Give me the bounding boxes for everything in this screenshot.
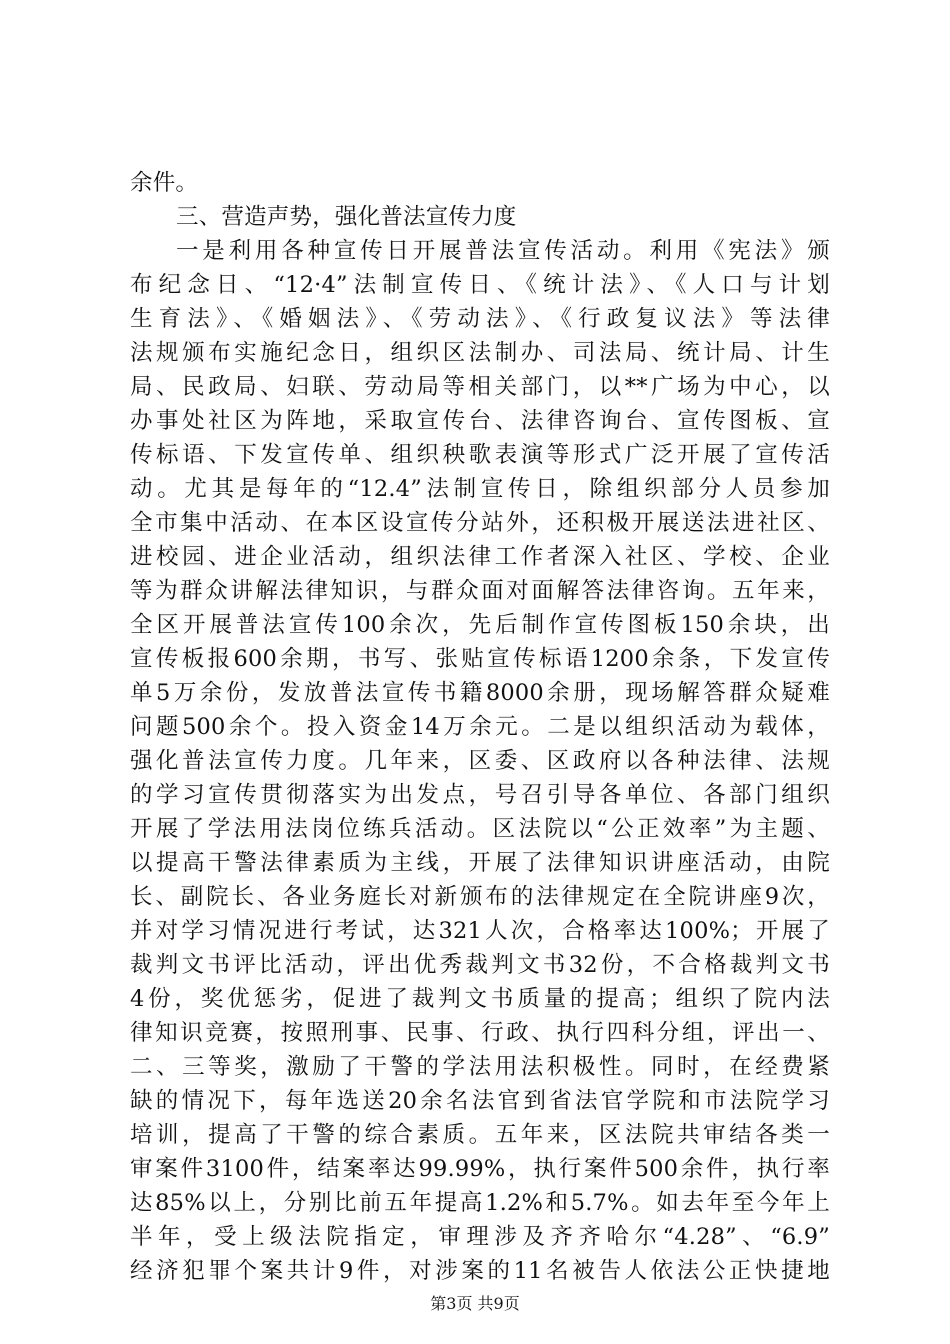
text-line-7: 局、民政局、妇联、劳动局等相关部门，以**广场为中心，以 [130,374,830,400]
page-number-footer: 第3页 共9页 [430,1294,520,1313]
text-line-22: 长、副院长、各业务庭长对新颁布的法律规定在全院讲座9次， [130,884,830,910]
text-line-3: 一是利用各种宣传日开展普法宣传活动。利用《宪法》颁 [176,238,830,264]
section-heading: 三、营造声势，强化普法宣传力度 [176,204,517,230]
text-line-28: 缺的情况下，每年选送20余名法官到省法官学院和市法院学习 [130,1088,830,1114]
text-line-5: 生育法》、《婚姻法》、《劳动法》、《行政复议法》等法律 [130,306,830,332]
text-line-1: 余件。 [130,170,199,196]
text-line-18: 强化普法宣传力度。几年来，区委、区政府以各种法律、法规 [130,748,830,774]
text-line-13: 等为群众讲解法律知识，与群众面对面解答法律咨询。五年来， [130,578,830,604]
text-line-10: 动。尤其是每年的“12.4”法制宣传日，除组织部分人员参加 [130,476,830,502]
text-line-17: 问题500余个。投入资金14万余元。二是以组织活动为载体， [130,714,830,740]
text-line-32: 半年，受上级法院指定，审理涉及齐齐哈尔“4.28”、“6.9” [130,1224,830,1250]
text-line-12: 进校园、进企业活动，组织法律工作者深入社区、学校、企业 [130,544,830,570]
text-line-27: 二、三等奖，激励了干警的学法用法积极性。同时，在经费紧 [130,1054,830,1080]
text-line-31: 达85%以上，分别比前五年提高1.2%和5.7%。如去年至今年上 [130,1190,830,1216]
text-line-25: 4份，奖优惩劣，促进了裁判文书质量的提高；组织了院内法 [130,986,830,1012]
text-line-11: 全市集中活动、在本区设宣传分站外，还积极开展送法进社区、 [130,510,830,536]
text-line-30: 审案件3100件，结案率达99.99%，执行案件500余件，执行率 [130,1156,830,1182]
text-line-8: 办事处社区为阵地，采取宣传台、法律咨询台、宣传图板、宣 [130,408,830,434]
text-line-29: 培训，提高了干警的综合素质。五年来，区法院共审结各类一 [130,1122,830,1148]
text-line-33: 经济犯罪个案共计9件，对涉案的11名被告人依法公正快捷地 [130,1258,830,1284]
text-line-21: 以提高干警法律素质为主线，开展了法律知识讲座活动，由院 [130,850,830,876]
text-line-9: 传标语、下发宣传单、组织秧歌表演等形式广泛开展了宣传活 [130,442,830,468]
text-line-16: 单5万余份，发放普法宣传书籍8000余册，现场解答群众疑难 [130,680,830,706]
text-line-4: 布纪念日、“12·4”法制宣传日、《统计法》、《人口与计划 [130,272,830,298]
text-line-15: 宣传板报600余期，书写、张贴宣传标语1200余条，下发宣传 [130,646,830,672]
text-line-26: 律知识竞赛，按照刑事、民事、行政、执行四科分组，评出一、 [130,1020,830,1046]
text-line-20: 开展了学法用法岗位练兵活动。区法院以“公正效率”为主题、 [130,816,830,842]
text-line-14: 全区开展普法宣传100余次，先后制作宣传图板150余块，出 [130,612,830,638]
text-line-19: 的学习宣传贯彻落实为出发点，号召引导各单位、各部门组织 [130,782,830,808]
text-line-6: 法规颁布实施纪念日，组织区法制办、司法局、统计局、计生 [130,340,830,366]
text-line-24: 裁判文书评比活动，评出优秀裁判文书32份，不合格裁判文书 [130,952,830,978]
text-line-23: 并对学习情况进行考试，达321人次，合格率达100%；开展了 [130,918,830,944]
